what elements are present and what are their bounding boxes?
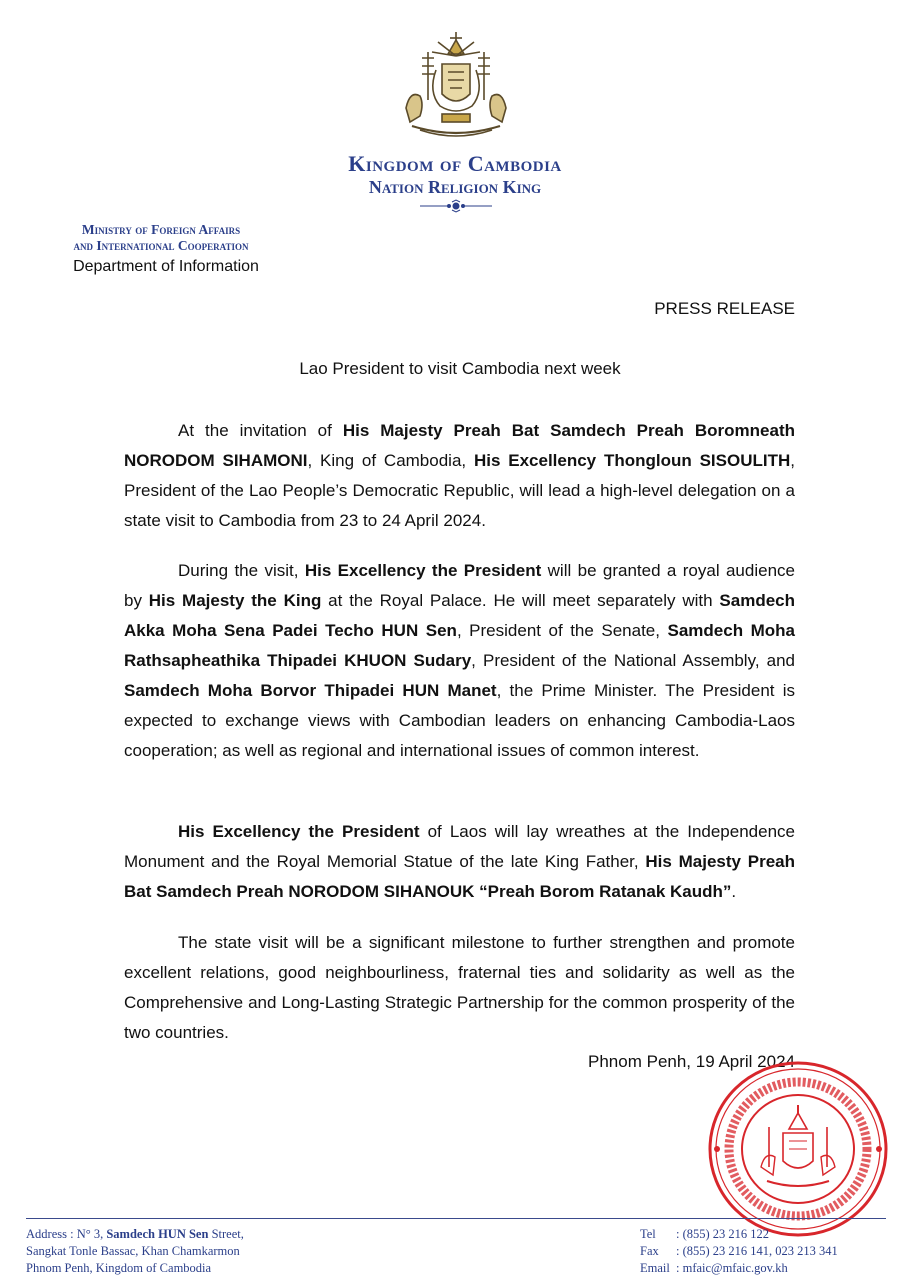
ministry-line-2: and International Cooperation [73, 238, 249, 253]
paragraph-2 [124, 556, 795, 766]
coat-of-arms-icon [398, 30, 514, 142]
address-line-3: Phnom Penh, Kingdom of Cambodia [26, 1261, 212, 1275]
ornamental-divider-icon [418, 199, 494, 213]
bold-text-run: Samdech Moha Rathsapheathika Thipadei KHUON Sudary [124, 621, 795, 670]
paragraph-4 [124, 928, 795, 1048]
bold-text-run: His Majesty Preah Bat Samdech Preah Boromneath NORODOM SIHAMONI [124, 421, 795, 470]
text-run: , King of Cambodia, [307, 451, 474, 470]
text-run: at the Royal Palace. He will meet separately with [321, 591, 720, 610]
official-seal-icon [703, 1057, 893, 1241]
place-and-date: Phnom Penh, 19 April 2024 [588, 1052, 795, 1071]
ministry-name [26, 222, 296, 254]
address-street-name: Samdech HUN Sen [106, 1227, 209, 1241]
department-name: Department of Information [73, 258, 259, 275]
bold-text-run: His Excellency Thongloun SISOULITH [473, 451, 791, 470]
bold-text-run: Samdech Moha Borvor Thipadei HUN Manet [124, 681, 497, 700]
ministry-line-1: Ministry of Foreign Affairs [81, 222, 241, 237]
text-run: of Laos will lay wreathes at the Independence Monument and the Royal Memorial Statue of the late King Father, [124, 822, 795, 871]
fax-value: : (855) 23 216 141, 023 213 341 [676, 1244, 838, 1258]
email-row [640, 1260, 838, 1277]
bold-text-run: His Majesty Preah Bat Samdech Preah NORODOM SIHANOUK “Preah Borom Ratanak Kaudh” [124, 852, 796, 901]
address-line-2: Sangkat Tonle Bassac, Khan Chamkarmon [26, 1244, 240, 1258]
footer-address [26, 1226, 244, 1277]
tel-label: Tel [640, 1227, 656, 1241]
headline: Lao President to visit Cambodia next week [299, 359, 621, 378]
press-release-label: PRESS RELEASE [654, 299, 795, 318]
bold-text-run: His Excellency the President [178, 822, 420, 841]
text-run: . [731, 882, 737, 901]
tel-row [640, 1226, 838, 1243]
footer-contact [640, 1226, 838, 1277]
text-run: will be granted a royal audience by [124, 561, 795, 610]
email-value: : mfaic@mfaic.gov.kh [676, 1261, 788, 1275]
fax-label: Fax [640, 1244, 659, 1258]
address-prefix: Address : N° 3, [26, 1227, 107, 1241]
footer-divider [26, 1218, 886, 1219]
paragraph-1 [124, 416, 795, 536]
text-run: , President of the National Assembly, and [471, 651, 795, 670]
fax-row [640, 1243, 838, 1260]
text-run: At the invitation of [178, 421, 343, 440]
address-suffix: Street, [208, 1227, 244, 1241]
bold-text-run: His Excellency the President [304, 561, 542, 580]
text-run: The state visit will be a significant milestone to further strengthen and promote excellent relations, good neighbourliness, fraternal ties and solidarity as well as the Comprehensive and Long-Lasting Strategic Partnership for the common prosperity of the two countries. [124, 933, 795, 1042]
text-run: , the Prime Minister. The President is expected to exchange views with Cambodian leaders on enhancing Cambodia-Laos cooperation; as well as regional and international issues of common interest. [124, 681, 795, 760]
national-motto: Nation Religion King [368, 177, 542, 197]
text-run: , President of the Senate, [456, 621, 668, 640]
text-run: , President of the Lao People’s Democratic Republic, will lead a high-level delegation on a state visit to Cambodia from 23 to 24 April 2024. [124, 451, 795, 530]
paragraph-3 [124, 817, 795, 907]
bold-text-run: Samdech Akka Moha Sena Padei Techo HUN Sen [124, 591, 795, 640]
bold-text-run: His Majesty the King [148, 591, 322, 610]
email-label: Email [640, 1261, 670, 1275]
tel-value: : (855) 23 216 122 [676, 1227, 770, 1241]
text-run: During the visit, [178, 561, 305, 580]
kingdom-title: Kingdom of Cambodia [348, 151, 562, 176]
address-line-1 [26, 1226, 244, 1243]
